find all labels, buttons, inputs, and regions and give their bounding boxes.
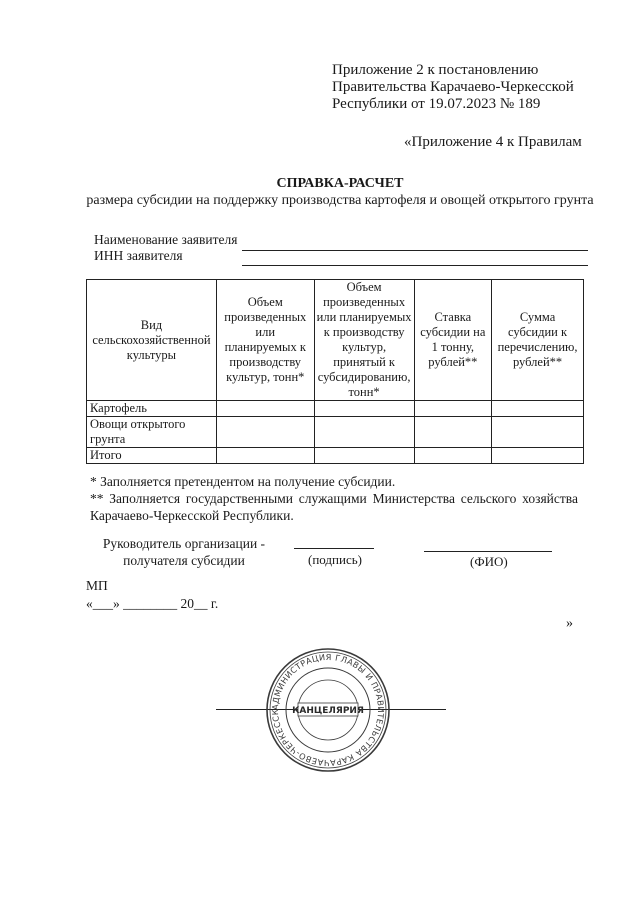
applicant-inn-label: ИНН заявителя [94, 248, 183, 263]
annex-header [332, 62, 574, 113]
applicant-inn-line[interactable] [242, 265, 588, 266]
head-label-line-2: получателя субсидии [123, 553, 245, 568]
footnote-2: ** Заполняется государственными служащими Министерства сельского хозяйства Карачаево-Черкесской Республики. [90, 491, 578, 523]
document-subtitle: размера субсидии на поддержку производства картофеля и овощей открытого грунта [86, 193, 594, 208]
date-line: «___» ________ 20__ г. [86, 596, 219, 611]
table-cell[interactable] [414, 401, 492, 417]
table-row [87, 401, 584, 417]
stamp-ring-text: АДМИНИСТРАЦИЯ ГЛАВЫ И ПРАВИТЕЛЬСТВА КАРАЧАЕВО-ЧЕРКЕССК [269, 651, 387, 769]
table-row [87, 448, 584, 464]
fio-caption: (ФИО) [470, 554, 508, 569]
table-cell[interactable] [414, 417, 492, 448]
header-rate: Ставка субсидии на 1 тонну, рублей** [414, 280, 492, 401]
table-cell[interactable] [492, 448, 584, 464]
table-cell[interactable] [314, 401, 414, 417]
header-volume-accepted: Объем произведенных или планируемых к производству культур, принятый к субсидированию, тонн* [314, 280, 414, 401]
closing-quote: » [566, 616, 573, 631]
annex-line-2: Правительства Карачаево-Черкесской [332, 79, 574, 95]
document-title: СПРАВКА-РАСЧЕТ [276, 176, 404, 191]
signature-caption: (подпись) [308, 552, 362, 567]
table-cell[interactable] [314, 417, 414, 448]
subsidy-table [86, 279, 584, 464]
row-label-potato: Картофель [87, 401, 217, 417]
seal-place-label: МП [86, 578, 108, 593]
stamp-seal-icon [264, 646, 392, 774]
annex-4-reference: «Приложение 4 к Правилам [404, 134, 582, 150]
footnote-1: * Заполняется претендентом на получение субсидии. [90, 474, 396, 489]
header-amount: Сумма субсидии к перечислению, рублей** [492, 280, 584, 401]
applicant-name-line[interactable] [242, 250, 588, 251]
table-header-row [87, 280, 584, 401]
official-stamp [264, 646, 392, 779]
annex-line-1: Приложение 2 к постановлению [332, 62, 539, 78]
row-label-vegetables: Овощи открытого грунта [87, 417, 217, 448]
head-of-organization-label [94, 535, 274, 569]
signature-line[interactable] [294, 548, 374, 549]
header-crop-type: Вид сельскохозяйственной культуры [87, 280, 217, 401]
table-cell[interactable] [314, 448, 414, 464]
header-volume: Объем произведенных или планируемых к производству культур, тонн* [216, 280, 314, 401]
table-cell[interactable] [492, 401, 584, 417]
table-cell[interactable] [216, 417, 314, 448]
table-row [87, 417, 584, 448]
table-cell[interactable] [492, 417, 584, 448]
table-cell[interactable] [414, 448, 492, 464]
annex-line-3: Республики от 19.07.2023 № 189 [332, 96, 541, 112]
table-cell[interactable] [216, 448, 314, 464]
row-label-total: Итого [87, 448, 217, 464]
table-cell[interactable] [216, 401, 314, 417]
applicant-name-label: Наименование заявителя [94, 232, 238, 247]
fio-line[interactable] [424, 551, 552, 552]
head-label-line-1: Руководитель организации - [102, 536, 266, 551]
stamp-center-text: КАНЦЕЛЯРИЯ [292, 706, 364, 716]
